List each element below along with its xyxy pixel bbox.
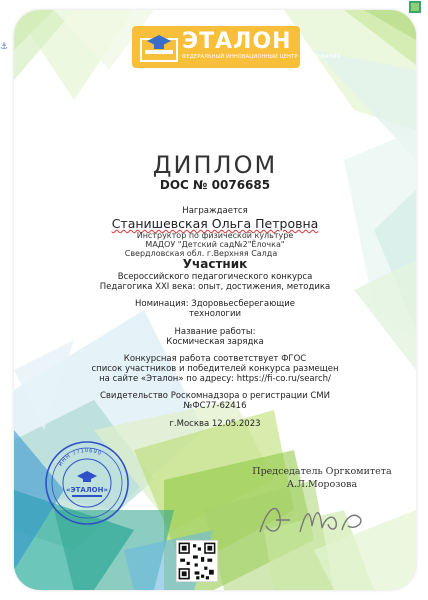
logo-subtitle: ФЕДЕРАЛЬНЫЙ ИННОВАЦИОННЫЙ ЦЕНТР ОБРАЗОВАНИЯ (182, 54, 341, 60)
recipient-name-text: Станишевская Ольга Петровна (111, 216, 319, 231)
work-label: Название работы: (174, 327, 256, 337)
signature-name: А.Л.Морозова (286, 479, 358, 490)
nomination-line-2: технологии (188, 309, 242, 319)
compliance-line-3: на сайте «Эталон» по адресу: https://fi-co.ru/search/ (99, 374, 331, 384)
compliance-line-2: список участников и победителей конкурса размещен (91, 364, 339, 374)
logo-title: ЭТАЛОН (182, 29, 292, 54)
compliance-line-1: Конкурсная работа соответствует ФГОС (123, 354, 307, 364)
handwritten-signature (250, 496, 380, 540)
recipient-name (14, 216, 416, 231)
awarded-label: Награждается (182, 206, 248, 216)
signature-title: Председатель Оргкомитета (252, 466, 392, 477)
contest-line-2: Педагогика XXI века: опыт, достижения, методика (99, 282, 331, 292)
position-line-3: Свердловская обл. г.Верхняя Салда (124, 249, 278, 258)
doc-number: DOC № 0076685 (159, 178, 271, 192)
graduation-cap-icon (140, 31, 178, 63)
registration-line-1: Свидетельство Роскомнадзора о регистрации СМИ (99, 391, 331, 401)
anchor-icon: ⚓ (0, 42, 9, 52)
qr-code[interactable] (176, 540, 218, 582)
work-title: Космическая зарядка (166, 337, 264, 347)
diploma-title: ДИПЛОМ (152, 151, 278, 179)
diploma-card (14, 10, 416, 590)
svg-text:ИНН 7710690 (58, 448, 103, 468)
city-date: г.Москва 12.05.2023 (169, 419, 261, 429)
registration-line-2: №ФС77-62416 (183, 401, 247, 411)
etalon-logo (132, 26, 341, 68)
position-line-1: Инструктор по физической культуре (136, 231, 294, 240)
contest-line-1: Всероссийского педагогического конкурса (117, 272, 313, 282)
signature-block (242, 466, 402, 490)
position-line-2: МАДОУ "Детский сад№2"Ёлочка" (145, 240, 285, 249)
participant-role: Участник (182, 257, 248, 271)
official-stamp (44, 440, 130, 526)
stamp-top-text: ИНН 7710690 (57, 448, 103, 468)
nomination-line-1: Номинация: Здоровьесберегающие (134, 299, 295, 309)
stamp-center-text: «ЭТАЛОН» (66, 486, 108, 494)
